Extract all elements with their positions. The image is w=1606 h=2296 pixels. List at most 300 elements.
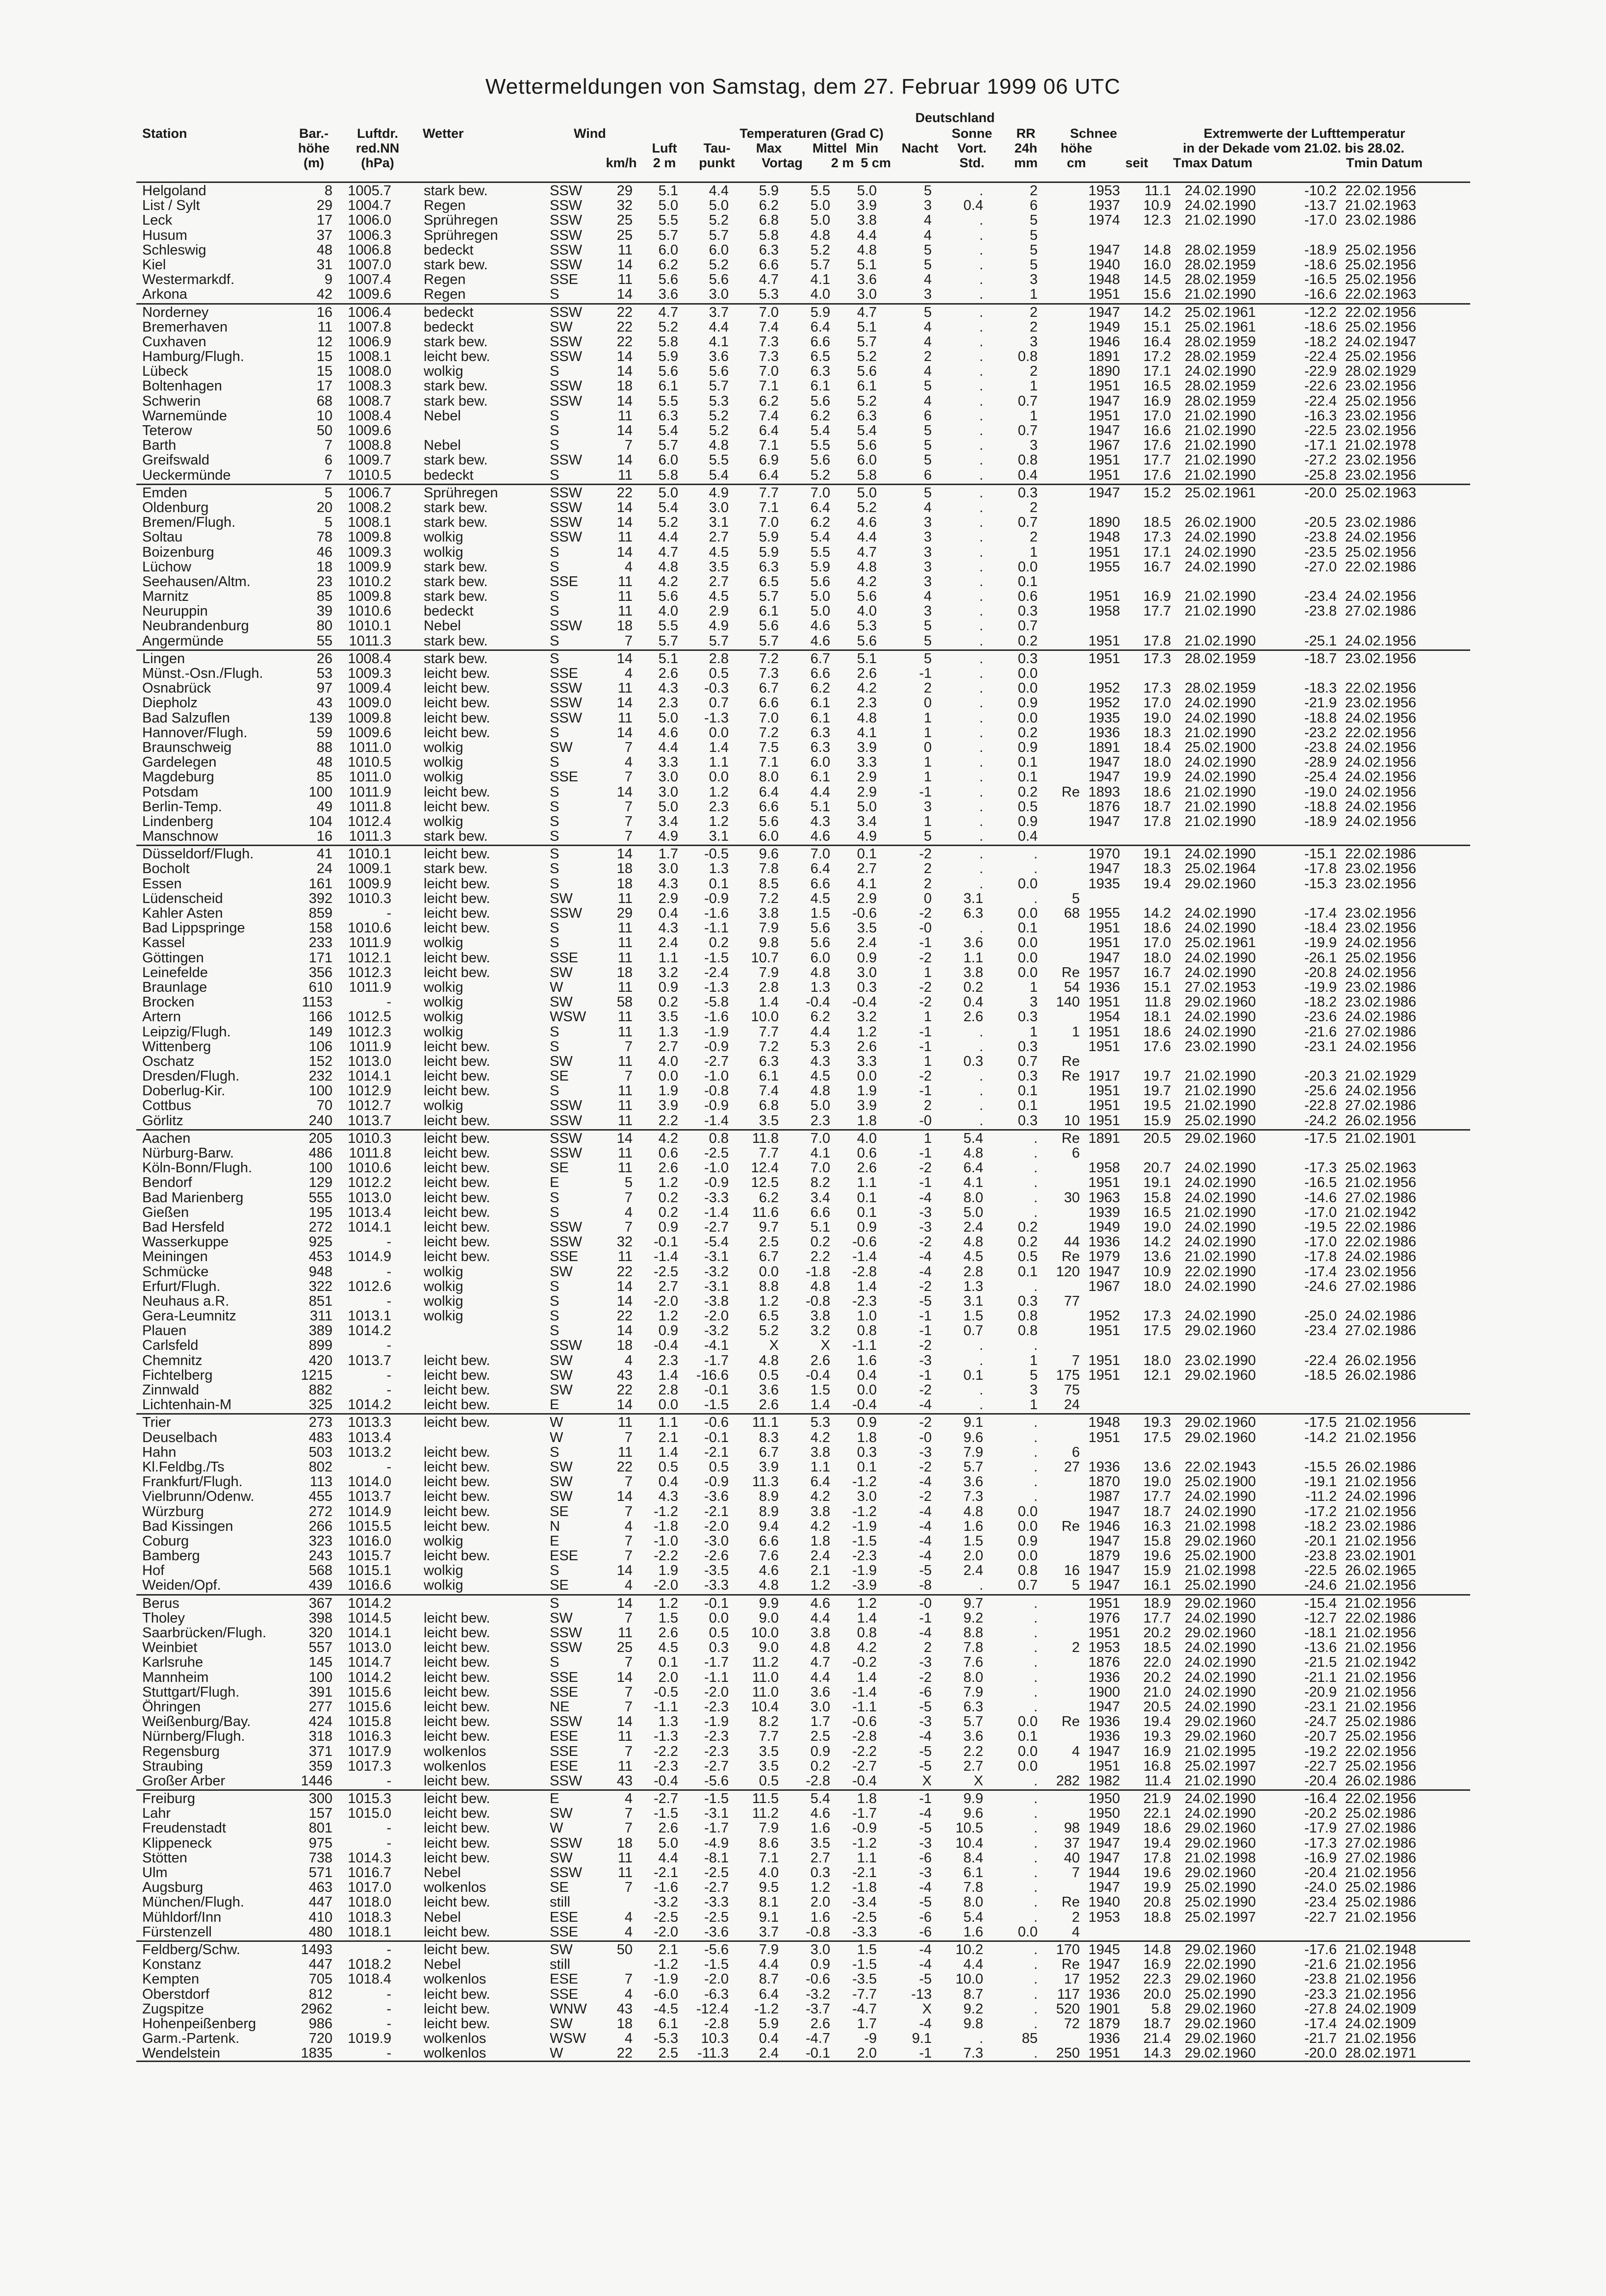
cell-air-temp: 0.4 [658, 906, 678, 921]
header-rr-3: mm [1014, 155, 1038, 170]
cell-dew-point: -1.4 [704, 1113, 729, 1128]
cell-air-temp: 5.0 [658, 198, 678, 213]
cell-tmin-date: 21.02.1956 [1345, 1504, 1416, 1519]
cell-weather: leicht bew. [424, 1791, 490, 1806]
cell-sunshine: 0.4 [963, 995, 983, 1010]
cell-tmin: -20.5 [1304, 515, 1337, 530]
cell-weather: leicht bew. [424, 1655, 490, 1670]
cell-night-min: -2 [919, 995, 932, 1010]
cell-wind-speed: 14 [616, 287, 633, 302]
header-t-luft-1: Luft [652, 141, 677, 155]
table-row [136, 619, 1470, 633]
cell-since-year: 1917 [1088, 1069, 1120, 1084]
header-wind: Wind [574, 126, 606, 141]
cell-mean-temp: 3.8 [810, 1445, 830, 1460]
cell-pressure: 1011.3 [349, 829, 391, 844]
cell-wind-direction: NE [550, 1699, 570, 1715]
cell-since-year: 1936 [1088, 2031, 1120, 2046]
cell-max-temp: 7.2 [759, 651, 779, 666]
cell-sunshine: 4.8 [963, 1504, 983, 1519]
cell-mean-temp: 4.8 [810, 965, 830, 980]
cell-station: Kl.Feldbg./Ts [142, 1459, 225, 1475]
cell-weather: leicht bew. [424, 1219, 490, 1235]
cell-wind-direction: SSW [550, 1640, 583, 1655]
cell-air-temp: 1.1 [658, 1415, 678, 1430]
cell-sunshine: 8.8 [963, 1625, 983, 1641]
cell-since-year: 1951 [1088, 921, 1120, 936]
cell-wind-speed: 7 [624, 1190, 633, 1205]
cell-tmin-date: 23.02.1956 [1345, 906, 1416, 921]
cell-air-temp: 1.9 [658, 1084, 678, 1099]
cell-bar-height: 398 [308, 1610, 332, 1625]
cell-wind-speed: 7 [624, 1699, 633, 1715]
cell-tmax-date: 24.02.1990 [1184, 364, 1256, 379]
cell-station: Saarbrücken/Flugh. [142, 1625, 267, 1641]
cell-dew-point: 4.5 [709, 589, 729, 604]
cell-precip: . [1033, 2046, 1038, 2061]
cell-tmin-date: 23.02.1901 [1345, 1548, 1416, 1564]
cell-snow-depth: 282 [1056, 1773, 1080, 1789]
station-table [136, 181, 1470, 2062]
table-row [136, 1415, 1470, 1430]
cell-max-temp: 2.4 [759, 2046, 779, 2061]
cell-night-min: -0 [919, 1430, 932, 1445]
cell-snow-depth: 5 [1071, 1578, 1080, 1593]
cell-precip: 3 [1029, 334, 1038, 350]
cell-sunshine: . [979, 242, 983, 258]
cell-wind-direction: SSE [550, 950, 579, 965]
cell-tmax: 18.3 [1143, 861, 1171, 877]
cell-sunshine: . [979, 1024, 983, 1039]
cell-bar-height: 18 [316, 559, 332, 574]
cell-wind-speed: 18 [616, 1835, 633, 1851]
table-row [136, 409, 1470, 423]
cell-tmax-date: 24.02.1990 [1184, 1806, 1256, 1821]
cell-tmin: -23.4 [1304, 1895, 1337, 1910]
cell-max-temp: 9.4 [759, 1519, 779, 1534]
cell-pressure: - [386, 1942, 391, 1958]
cell-mean-temp: 6.1 [810, 710, 830, 725]
cell-sunshine: 1.3 [963, 1279, 983, 1294]
cell-precip: 0.0 [1018, 876, 1038, 891]
cell-max-temp: 7.1 [759, 755, 779, 770]
cell-tmax: 16.9 [1143, 1957, 1171, 1972]
cell-mean-temp: 1.6 [810, 1821, 830, 1836]
cell-pressure: - [386, 1773, 391, 1789]
cell-dew-point: 0.0 [709, 770, 729, 785]
cell-weather: Nebel [424, 619, 461, 634]
cell-wind-speed: 11 [617, 1113, 633, 1128]
cell-mean-temp: -0.8 [806, 1293, 830, 1309]
cell-dew-point: -3.3 [704, 1578, 729, 1593]
cell-max-temp: 7.7 [759, 1024, 779, 1039]
cell-tmax: 16.9 [1143, 589, 1171, 604]
cell-bar-height: 12 [316, 334, 332, 350]
cell-station: Lahr [142, 1806, 171, 1821]
cell-max-temp: 6.9 [759, 453, 779, 468]
cell-min-temp: 4.9 [857, 829, 877, 844]
cell-tmax-date: 29.02.1960 [1184, 1835, 1256, 1851]
cell-station: Cottbus [142, 1098, 191, 1113]
cell-station: Dresden/Flugh. [142, 1069, 240, 1084]
cell-since-year: 1940 [1088, 257, 1120, 273]
cell-mean-temp: 7.0 [810, 847, 830, 862]
cell-station: Braunschweig [142, 740, 232, 755]
cell-bar-height: 17 [316, 379, 332, 394]
cell-tmax: 17.5 [1143, 1430, 1171, 1445]
cell-night-min: -1 [919, 1367, 932, 1383]
cell-tmax-date: 29.02.1960 [1184, 1323, 1256, 1339]
cell-station: Kassel [142, 935, 185, 951]
cell-tmin: -18.9 [1304, 814, 1337, 829]
cell-night-min: 5 [923, 379, 932, 394]
table-row [136, 1611, 1470, 1625]
cell-wind-direction: E [550, 1175, 560, 1190]
cell-tmax-date: 21.02.1990 [1184, 1249, 1256, 1264]
cell-wind-speed: 7 [624, 1610, 633, 1625]
cell-wind-speed: 11 [617, 1054, 633, 1069]
table-row [136, 1323, 1470, 1338]
cell-dew-point: 10.3 [701, 2031, 729, 2046]
cell-tmax: 20.0 [1143, 1986, 1171, 2002]
cell-tmax-date: 23.02.1990 [1184, 1353, 1256, 1368]
cell-wind-direction: SSE [550, 1670, 579, 1685]
cell-wind-direction: W [550, 980, 563, 995]
cell-weather: leicht bew. [424, 1383, 490, 1398]
cell-mean-temp: 4.2 [810, 1430, 830, 1445]
cell-mean-temp: 6.1 [810, 696, 830, 711]
cell-tmax-date: 29.02.1960 [1184, 1131, 1256, 1146]
cell-mean-temp: 5.0 [810, 198, 830, 213]
cell-precip: . [1033, 1175, 1038, 1190]
cell-since-year: 1955 [1088, 559, 1120, 574]
cell-tmax-date: 29.02.1960 [1184, 1596, 1256, 1611]
cell-tmin: -22.9 [1304, 364, 1337, 379]
cell-air-temp: 5.7 [658, 633, 678, 648]
cell-precip: 1 [1029, 287, 1038, 302]
cell-tmin-date: 24.02.1956 [1345, 530, 1416, 545]
cell-station: Schmücke [142, 1264, 209, 1279]
cell-min-temp: 0.0 [857, 1069, 877, 1084]
cell-min-temp: 5.6 [857, 364, 877, 379]
cell-sunshine: 1.5 [963, 1309, 983, 1324]
cell-mean-temp: 4.3 [810, 1054, 830, 1069]
cell-since-year: 1947 [1088, 423, 1120, 439]
cell-bar-height: 266 [308, 1519, 332, 1534]
header-t-max-2: Vortag [762, 155, 803, 170]
cell-since-year: 1952 [1088, 681, 1120, 696]
cell-wind-direction: SSW [550, 681, 583, 696]
cell-sunshine: . [979, 364, 983, 379]
cell-snow-depth: 72 [1064, 2016, 1080, 2032]
cell-min-temp: -2.8 [852, 1264, 877, 1279]
cell-wind-speed: 29 [616, 906, 633, 921]
cell-wind-direction: SSW [550, 530, 583, 545]
cell-tmin-date: 27.02.1986 [1345, 1098, 1416, 1113]
cell-tmin-date: 21.02.1948 [1345, 1942, 1416, 1958]
cell-bar-height: 420 [308, 1353, 332, 1368]
cell-tmax-date: 21.02.1990 [1184, 453, 1256, 468]
cell-air-temp: -2.1 [654, 1865, 678, 1881]
cell-pressure: 1012.3 [348, 1024, 391, 1039]
cell-station: List / Sylt [142, 198, 200, 213]
cell-bar-height: 557 [308, 1640, 332, 1655]
cell-tmax: 17.7 [1143, 604, 1171, 619]
cell-since-year: 1951 [1088, 379, 1120, 394]
cell-night-min: 0 [923, 740, 932, 755]
cell-min-temp: 1.8 [857, 1430, 877, 1445]
cell-sunshine: 2.2 [963, 1744, 983, 1759]
cell-max-temp: 11.2 [752, 1806, 779, 1821]
cell-station: Ueckermünde [142, 467, 231, 483]
cell-tmax-date: 24.02.1990 [1184, 1791, 1256, 1806]
cell-bar-height: 320 [308, 1625, 332, 1641]
cell-precip: 0.0 [1018, 1504, 1038, 1519]
cell-snow-depth: Re [1061, 1519, 1080, 1534]
cell-tmax: 12.3 [1143, 213, 1171, 228]
cell-night-min: 6 [923, 467, 932, 483]
cell-bar-height: 43 [316, 696, 332, 711]
cell-sunshine: 7.3 [963, 1489, 983, 1504]
cell-mean-temp: 6.4 [810, 1474, 830, 1490]
cell-pressure: 1011.8 [349, 799, 391, 814]
cell-station: Hahn [142, 1445, 177, 1460]
cell-tmax: 21.0 [1143, 1684, 1171, 1700]
cell-tmax-date: 25.02.1961 [1184, 935, 1256, 951]
cell-tmax: 17.7 [1143, 1489, 1171, 1504]
cell-max-temp: 5.8 [759, 228, 779, 243]
cell-tmax-date: 29.02.1960 [1184, 1865, 1256, 1881]
cell-night-min: -3 [919, 1835, 932, 1851]
cell-weather: leicht bew. [424, 921, 490, 936]
cell-tmax: 17.3 [1143, 681, 1171, 696]
table-row [136, 995, 1470, 1009]
cell-min-temp: 4.1 [857, 725, 877, 740]
cell-wind-direction: S [550, 559, 560, 574]
cell-precip: 1 [1029, 1353, 1038, 1368]
cell-dew-point: -1.9 [704, 1024, 729, 1039]
cell-precip: . [1033, 1972, 1038, 1987]
cell-sunshine: . [979, 651, 983, 666]
cell-mean-temp: 5.4 [810, 530, 830, 545]
cell-pressure: 1012.9 [348, 1084, 391, 1099]
cell-air-temp: -1.9 [654, 1972, 678, 1987]
station-group [136, 1413, 1470, 1593]
cell-night-min: -4 [919, 2016, 932, 2032]
table-row [136, 589, 1470, 604]
cell-night-min: 1 [923, 814, 932, 829]
cell-tmin-date: 25.02.1956 [1345, 349, 1416, 364]
cell-sunshine: . [979, 696, 983, 711]
cell-night-min: 3 [923, 799, 932, 814]
cell-tmax: 20.2 [1143, 1625, 1171, 1641]
cell-sunshine: X [973, 1773, 983, 1789]
cell-min-temp: 0.3 [857, 1445, 877, 1460]
cell-since-year: 1949 [1088, 319, 1120, 335]
cell-pressure: 1009.4 [348, 681, 391, 696]
cell-min-temp: 4.1 [857, 876, 877, 891]
cell-wind-direction: S [550, 544, 560, 560]
cell-tmax: 18.6 [1143, 1024, 1171, 1039]
cell-tmin-date: 25.02.1956 [1345, 242, 1416, 258]
cell-tmax-date: 25.02.1961 [1184, 485, 1256, 500]
cell-min-temp: 5.1 [857, 651, 877, 666]
cell-precip: . [1033, 1909, 1038, 1925]
cell-tmin-date: 26.02.1956 [1345, 1113, 1416, 1128]
cell-pressure: 1005.7 [348, 183, 391, 199]
cell-snow-depth: 77 [1064, 1293, 1080, 1309]
cell-precip: . [1033, 1942, 1038, 1958]
cell-tmin-date: 26.02.1965 [1345, 1563, 1416, 1578]
cell-since-year: 1970 [1088, 847, 1120, 862]
cell-mean-temp: 4.8 [810, 1640, 830, 1655]
cell-wind-direction: SSE [550, 1684, 579, 1700]
cell-bar-height: 300 [308, 1791, 332, 1806]
cell-dew-point: -1.5 [704, 950, 729, 965]
cell-precip: . [1033, 1489, 1038, 1504]
cell-weather: bedeckt [424, 319, 474, 335]
cell-mean-temp: 1.5 [810, 1383, 830, 1398]
cell-air-temp: 2.3 [658, 1353, 678, 1368]
cell-tmax: 15.1 [1143, 980, 1171, 995]
cell-tmin-date: 24.02.1956 [1345, 814, 1416, 829]
cell-snow-depth: 40 [1064, 1850, 1080, 1865]
cell-wind-direction: S [550, 1084, 560, 1099]
cell-air-temp: 1.1 [658, 950, 678, 965]
cell-station: Regensburg [142, 1744, 220, 1759]
cell-tmax-date: 28.02.1959 [1184, 393, 1256, 409]
cell-min-temp: -1.1 [852, 1338, 877, 1353]
cell-dew-point: -3.2 [704, 1323, 729, 1339]
cell-tmin: -23.1 [1304, 1699, 1337, 1715]
cell-wind-speed: 7 [624, 1655, 633, 1670]
cell-tmin-date: 23.02.1986 [1345, 980, 1416, 995]
cell-mean-temp: 1.5 [810, 906, 830, 921]
cell-max-temp: 0.0 [759, 1264, 779, 1279]
cell-mean-temp: 2.3 [810, 1113, 830, 1128]
table-row [136, 861, 1470, 876]
cell-max-temp: 6.4 [759, 784, 779, 800]
cell-night-min: 1 [923, 1054, 932, 1069]
cell-since-year: 1936 [1088, 980, 1120, 995]
cell-wind-direction: still [550, 1895, 570, 1910]
table-row [136, 1625, 1470, 1640]
cell-since-year: 1951 [1088, 1098, 1120, 1113]
cell-snow-depth: 117 [1057, 1986, 1080, 2002]
cell-air-temp: 3.2 [658, 965, 678, 980]
cell-min-temp: 6.0 [857, 453, 877, 468]
cell-min-temp: 5.0 [857, 485, 877, 500]
cell-dew-point: -1.5 [704, 1397, 729, 1413]
cell-bar-height: 11 [317, 319, 332, 335]
cell-night-min: 3 [923, 559, 932, 574]
cell-max-temp: 6.8 [759, 213, 779, 228]
cell-dew-point: 0.2 [709, 935, 729, 951]
cell-wind-speed: 25 [616, 1640, 633, 1655]
cell-precip: 0.7 [1018, 515, 1038, 530]
cell-night-min: X [922, 2001, 932, 2016]
cell-bar-height: 53 [316, 666, 332, 681]
cell-tmax: 11.4 [1144, 1773, 1171, 1789]
cell-air-temp: -2.0 [654, 1293, 678, 1309]
cell-since-year: 1876 [1088, 799, 1120, 814]
cell-since-year: 1951 [1088, 1323, 1120, 1339]
cell-station: Essen [142, 876, 182, 891]
cell-wind-speed: 4 [624, 1909, 633, 1925]
cell-min-temp: -3.5 [852, 1972, 877, 1987]
cell-mean-temp: -0.4 [806, 1367, 830, 1383]
cell-pressure: 1008.1 [348, 349, 391, 364]
cell-precip: 0.7 [1018, 619, 1038, 634]
cell-tmin: -22.8 [1304, 1098, 1337, 1113]
cell-tmax: 17.0 [1143, 408, 1171, 423]
cell-pressure: 1009.3 [348, 544, 391, 560]
cell-night-min: -3 [919, 1219, 932, 1235]
cell-pressure: 1014.9 [348, 1249, 391, 1264]
cell-wind-speed: 32 [616, 198, 633, 213]
cell-tmax: 16.3 [1143, 1519, 1171, 1534]
cell-dew-point: 0.5 [709, 1459, 729, 1475]
table-row [136, 1460, 1470, 1474]
cell-sunshine: 5.7 [963, 1714, 983, 1729]
table-row [136, 258, 1470, 272]
cell-weather: leicht bew. [424, 725, 490, 740]
cell-tmin-date: 24.02.1996 [1345, 1489, 1416, 1504]
cell-sunshine: 8.7 [963, 1986, 983, 2002]
cell-min-temp: 0.9 [857, 950, 877, 965]
cell-min-temp: -2.5 [852, 1909, 877, 1925]
cell-night-min: -1 [919, 935, 932, 951]
cell-max-temp: 5.9 [759, 530, 779, 545]
cell-mean-temp: 3.0 [810, 1942, 830, 1958]
cell-tmin: -18.6 [1304, 319, 1337, 335]
cell-bar-height: 39 [316, 604, 332, 619]
cell-weather: wolkig [424, 1009, 463, 1025]
cell-dew-point: 0.0 [709, 1610, 729, 1625]
cell-night-min: 5 [923, 423, 932, 439]
cell-mean-temp: 2.2 [810, 1249, 830, 1264]
cell-mean-temp: 7.0 [810, 1161, 830, 1176]
cell-sunshine: . [979, 257, 983, 273]
table-row [136, 1294, 1470, 1309]
cell-since-year: 1890 [1088, 515, 1120, 530]
cell-air-temp: -1.1 [654, 1699, 678, 1715]
cell-tmin: -23.8 [1304, 604, 1337, 619]
cell-tmin: -15.4 [1304, 1596, 1337, 1611]
cell-since-year: 1954 [1088, 1009, 1120, 1025]
cell-tmax-date: 21.02.1990 [1184, 1205, 1256, 1220]
cell-tmin-date: 24.02.1956 [1345, 1039, 1416, 1054]
cell-max-temp: 8.3 [759, 1430, 779, 1445]
table-row [136, 711, 1470, 725]
cell-air-temp: 2.3 [658, 696, 678, 711]
cell-wind-speed: 7 [624, 1039, 633, 1054]
cell-precip: . [1033, 1684, 1038, 1700]
cell-tmin-date: 21.02.1956 [1345, 1909, 1416, 1925]
cell-sunshine: 8.0 [963, 1895, 983, 1910]
cell-since-year: 1879 [1088, 2016, 1120, 2032]
cell-wind-direction: S [550, 604, 560, 619]
cell-sunshine: 8.0 [963, 1190, 983, 1205]
cell-bar-height: 50 [316, 423, 332, 439]
cell-pressure: 1016.0 [348, 1533, 391, 1549]
cell-wind-direction: SW [550, 1806, 573, 1821]
cell-air-temp: -2.0 [654, 1578, 678, 1593]
cell-tmax: 19.4 [1143, 1714, 1171, 1729]
cell-sunshine: . [979, 379, 983, 394]
table-row [136, 1925, 1470, 1939]
cell-tmax-date: 24.02.1990 [1184, 544, 1256, 560]
